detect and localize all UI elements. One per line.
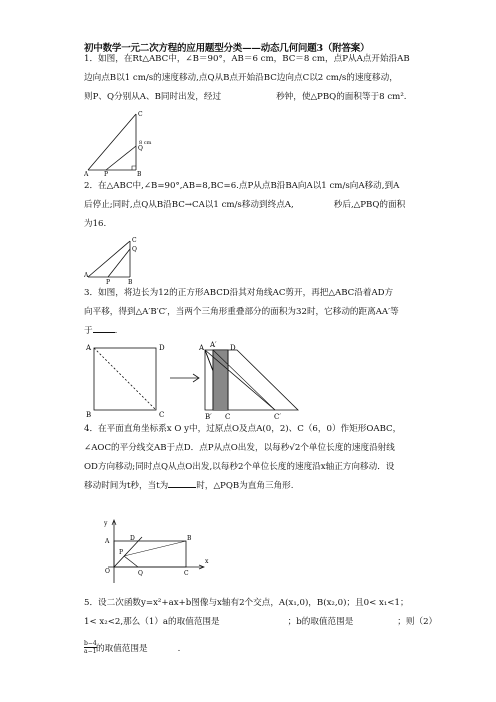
q3-label-D: D — [159, 344, 165, 352]
q5-frac-denominator: a−1 — [84, 648, 97, 655]
q5-line-2-tail: ；则（2） — [397, 617, 438, 627]
question-4 — [84, 420, 414, 496]
q1-line-1: 1．如图，在Rt△ABC中，∠B＝90°，AB＝6 cm，BC＝8 cm，点P从A点开始沿AB — [84, 54, 410, 64]
q4-label-P: P — [119, 549, 124, 556]
q5-last-line-content — [96, 640, 296, 659]
q5-last-text: 的取值范围是 — [96, 644, 148, 654]
q4-line-4 — [84, 477, 414, 496]
q5-last-line — [96, 640, 296, 659]
q5-line-2 — [84, 613, 438, 632]
q1-label-len: 8 cm — [139, 140, 152, 146]
q4-label-A: A — [105, 538, 110, 545]
q4-label-D: D — [130, 535, 135, 542]
q3-label-Cp: C′ — [274, 413, 281, 421]
q2-answer-blank — [294, 198, 334, 207]
q4-line-2-text: ∠AOC的平分线交AB于点D．点P从点O出发，以每秒 — [84, 443, 290, 453]
q5-line-2-text: 1< x₂<2,那么（1）a的取值范围是 — [84, 617, 220, 627]
q4-line-1: 4．在平面直角坐标系x O y中，过原点O及点A(0，2)、C（6，0）作矩形OABC， — [84, 424, 402, 434]
q4-label-Q: Q — [138, 570, 143, 577]
question-5 — [84, 594, 438, 632]
q5-line-1: 5．设二次函数y=x²+ax+b图像与x轴有2个交点，A(x₁,0)，B(x₂,0)；且0< x₁<1； — [84, 598, 409, 608]
q3-label-A2: A — [199, 344, 205, 352]
q4-coordinate-figure — [96, 515, 226, 587]
q3-answer-blank — [93, 323, 115, 333]
q3-label-Ap: A′ — [210, 341, 217, 349]
q1-label-A: A — [84, 171, 89, 176]
question-1 — [84, 50, 414, 107]
q2-label-B: B — [128, 279, 133, 286]
q2-line-2-tail: 秒后,△PBQ的面积 — [333, 200, 406, 210]
q4-answer-blank — [168, 478, 196, 488]
q3-label-C2: C — [225, 413, 231, 421]
q2-line-3: 为16. — [84, 219, 107, 229]
q2-label-C: C — [132, 237, 137, 244]
q3-label-D2: D — [230, 344, 236, 352]
q4-label-y: y — [104, 520, 108, 527]
q1-line-3-text: 则P、Q分别从A、B同时出发，经过 — [84, 92, 222, 102]
question-3 — [84, 284, 414, 341]
q2-label-A: A — [84, 272, 89, 279]
q4-line-2 — [84, 439, 414, 458]
q1-label-B: B — [137, 171, 142, 176]
q5-a-blank — [220, 615, 288, 624]
q5-line-2-mid: ；b的取值范围是 — [287, 617, 354, 627]
q1-line-3-tail: 秒钟，使△PBQ的面积等于8 cm². — [276, 92, 407, 102]
q2-line-2-text: 后停止;同时,点Q从B沿BC→CA以1 cm/s移动到终点A, — [84, 200, 294, 210]
q4-label-x: x — [205, 558, 209, 565]
q2-triangle-figure — [84, 235, 154, 287]
q1-label-Q: Q — [138, 145, 143, 152]
q3-line-1: 3．如图，将边长为12的正方形ABCD沿其对角线AC剪开，再把△ABC沿着AD方 — [84, 288, 394, 298]
q3-line-3-text: 于 — [84, 326, 93, 336]
q3-label-C: C — [159, 411, 165, 419]
q4-label-C: C — [184, 570, 189, 577]
q1-label-P: P — [104, 171, 109, 176]
q2-label-P: P — [106, 279, 111, 286]
q3-label-B: B — [86, 411, 92, 419]
q5-ratio-blank — [148, 642, 178, 651]
q1-label-C: C — [138, 111, 143, 118]
q1-line-3 — [84, 88, 414, 107]
q1-triangle-figure — [84, 108, 174, 176]
q5-fraction — [84, 640, 97, 655]
q5-b-blank — [353, 615, 397, 624]
q1-answer-blank — [221, 90, 276, 99]
q5-frac-numerator: b−4 — [84, 640, 97, 647]
q3-line-2: 向平移，得到△A′B′C′，当两个三角形重叠部分的面积为32时，它移动的距离AA′等 — [84, 307, 399, 317]
q4-sqrt2: √2 — [289, 443, 301, 453]
q2-label-Q: Q — [132, 246, 137, 253]
document-title: 初中数学一元二次方程的应用题型分类——动态几何问题3（附答案） — [84, 43, 370, 54]
question-2 — [84, 177, 414, 234]
q4-label-B: B — [187, 535, 192, 542]
q4-line-3: OD方向移动;同时点Q从点O出发,以每秒2个单位长度的速度沿x轴正方向移动．设 — [84, 462, 395, 472]
q3-label-A: A — [86, 344, 92, 352]
q1-line-2: 边向点B以1 cm/s的速度移动,点Q从B点开始沿BC边向点C以2 cm/s的速度移动， — [84, 73, 398, 83]
q2-line-1: 2．在△ABC中,∠B=90°,AB=8,BC=6.点P从点B沿BA向A以1 cm/s向A移动,到A — [84, 181, 400, 191]
q3-label-Bp: B′ — [205, 413, 212, 421]
q5-last-end: . — [177, 644, 181, 654]
q4-line-2-tail: 个单位长度的速度沿射线 — [300, 443, 395, 453]
q3-square-figure — [84, 340, 374, 424]
q4-line-4-tail: 时，△PQB为直角三角形. — [196, 481, 294, 491]
q4-label-O: O — [105, 568, 110, 575]
q3-line-3: 于 . — [84, 322, 414, 341]
q4-line-4-text: 移动时间为t秒，当t为 — [84, 481, 169, 491]
q2-line-2 — [84, 196, 414, 215]
